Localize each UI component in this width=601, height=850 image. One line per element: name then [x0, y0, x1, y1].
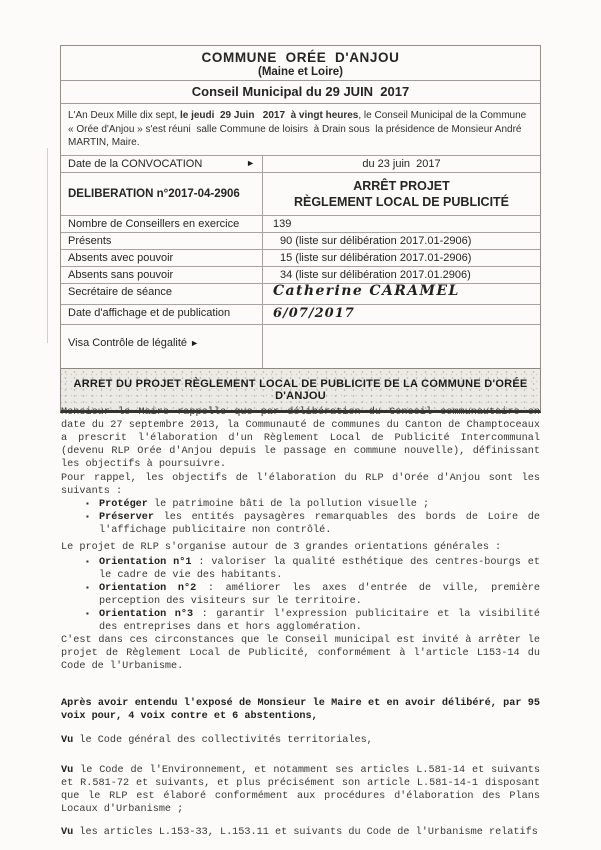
row-value-handwritten [263, 305, 540, 324]
commune-header-row [61, 46, 540, 80]
paragraph-decision-vote: Après avoir entendu l'exposé de Monsieur le Maire et en avoir délibéré, par 95 voix pour, 4 voix contre et 6 abstentions, [61, 698, 540, 722]
table-row-conseillers [61, 215, 540, 232]
list-item-orientation [61, 556, 540, 582]
deliberation-number: DELIBERATION n°2017-04-2906 [61, 173, 263, 215]
row-label: Date d'affichage et de publication [61, 305, 263, 324]
vu-text: le Code de l'Environnement, et notamment ses articles L.581-14 et suivants et R.581-72 et suivants, et plus précisément son article L.581-14-1 disposant que le RLP est élaboré conformément aux procédures d'élaboration des Plans Locaux d'Urbanisme ; [61, 765, 540, 815]
row-label: Nombre de Conseillers en exercice [61, 216, 263, 232]
orientation-text: : valoriser la qualité esthétique des centres-bourgs et le cadre de vie des habitants. [99, 557, 541, 581]
row-value-handwritten [263, 284, 540, 304]
vu-text: le Code général des collectivités territoriales, [73, 735, 373, 746]
session-intro-paragraph [61, 103, 540, 155]
objective-keyword: Préserver [99, 512, 155, 523]
session-title: Conseil Municipal du 29 JUIN 2017 [61, 80, 540, 103]
paragraph-conclusion-invitation: C'est dans ces circonstances que le Conseil municipal est invité à arrêter le projet de Règlement Local de Publicité, conformément à l'article L153-14 du Code de l'Urbanisme. [61, 635, 540, 672]
row-value: 34 (liste sur délibération 2017.01.2906) [280, 268, 471, 281]
convocation-row [61, 155, 540, 172]
objective-text: les entités paysagères remarquables des bords de Loire de l'affichage publicitaire non contrôlé. [99, 512, 540, 536]
commune-title: COMMUNE ORÉE D'ANJOU [201, 50, 400, 65]
objective-text: le patrimoine bâti de la pollution visuelle ; [147, 499, 430, 510]
row-label: Absents sans pouvoir [61, 267, 263, 283]
deliberation-row [61, 172, 540, 215]
paragraph-vu-urbanisme [61, 826, 540, 839]
square-bullet-icon: ▪ [85, 500, 90, 509]
orientation-keyword: Orientation n°3 [99, 609, 194, 620]
convocation-label-cell [61, 156, 263, 172]
departement-subtitle: (Maine et Loire) [258, 66, 343, 78]
table-row-absents-avec-pouvoir [61, 249, 540, 266]
vu-text: les articles L.153-33, L.153.11 et suivants du Code de l'Urbanisme relatifs [73, 827, 538, 838]
list-item-orientation [61, 608, 540, 634]
right-arrow-icon: ► [190, 337, 200, 348]
paragraph-vu-collectivites [61, 734, 540, 747]
list-item-orientation [61, 582, 540, 608]
scan-artifact-line [47, 148, 48, 343]
intro-text-start: L'An Deux Mille dix sept, [68, 110, 180, 121]
list-item-objective [61, 511, 540, 537]
objective-keyword: Protéger [99, 499, 148, 510]
table-row-absents-sans-pouvoir [61, 266, 540, 283]
orientations-list [61, 556, 540, 634]
paragraph-objectifs-intro: Pour rappel, les objectifs de l'élaboration du RLP d'Orée d'Anjou sont les suivants : [61, 473, 540, 497]
orientation-text: : améliorer les axes d'entrée de ville, première perception des visiteurs sur le territoire. [99, 583, 541, 607]
document-body [61, 406, 540, 839]
row-label: Secrétaire de séance [61, 284, 263, 304]
row-value: 90 (liste sur délibération 2017.01-2906) [280, 234, 472, 247]
paragraph-rappel-deliberation: Monsieur le Maire rappelle que par délibération du Conseil communautaire en date du 27 septembre 2013, la Communauté de communes du Canton de Champtoceaux a prescrit l'élaboration d'un Règlement Local de Publicité Intercommunal (devenu RLP Orée d'Anjou depuis le passage en commune nouvelle), définissant les objectifs à poursuivre. [61, 407, 540, 470]
vu-keyword: Vu [61, 827, 74, 838]
table-row-affichage [61, 304, 540, 324]
paragraph-orientations-intro: Le projet de RLP s'organise autour de 3 grandes orientations générales : [61, 542, 502, 553]
row-value: 15 (liste sur délibération 2017.01-2906) [280, 251, 472, 264]
convocation-label: Date de la CONVOCATION [68, 157, 203, 170]
square-bullet-icon: ▪ [85, 513, 90, 522]
orientation-text: : garantir l'expression publicitaire et la visibilité des entreprises dans et hors agglomération. [99, 609, 540, 633]
vu-keyword: Vu [61, 735, 74, 746]
row-value: 139 [273, 217, 292, 230]
list-item-objective [61, 498, 540, 511]
row-label: Présents [61, 233, 263, 249]
orientation-keyword: Orientation n°2 [99, 583, 197, 594]
banner-title: ARRET DU PROJET RÈGLEMENT LOCAL DE PUBLICITE DE LA COMMUNE D'ORÉE D'ANJOU [73, 378, 528, 402]
deliberation-title-line2: RÈGLEMENT LOCAL DE PUBLICITÉ [293, 194, 510, 209]
visa-label: Visa Contrôle de légalité [68, 336, 188, 349]
paragraph-vu-environnement [61, 764, 540, 816]
table-row-secretaire [61, 283, 540, 304]
table-row-presents [61, 232, 540, 249]
intro-text-end: , le Conseil Municipal de la Commune « Orée d'Anjou » s'est réuni salle Commune de loisirs à Drain sous la présidence de Monsieur André MARTIN, Maire. [68, 110, 530, 148]
right-arrow-icon: ► [246, 158, 255, 168]
handwritten-secretary-name: Catherine CARAMEL [273, 282, 460, 299]
handwritten-publication-date: 6/07/2017 [273, 305, 355, 321]
deliberation-title-line1: ARRÊT PROJET [353, 178, 450, 193]
header-info-table [60, 45, 541, 390]
square-bullet-icon: ▪ [85, 610, 90, 619]
deliberation-title-cell [263, 173, 540, 215]
orientation-keyword: Orientation n°1 [99, 557, 192, 568]
square-bullet-icon: ▪ [85, 584, 90, 593]
intro-text-bold-date: le jeudi 29 Juin 2017 à vingt heures [179, 110, 359, 121]
row-label: Absents avec pouvoir [61, 250, 263, 266]
objectives-list [61, 498, 540, 537]
square-bullet-icon: ▪ [85, 558, 90, 567]
vu-keyword: Vu [61, 765, 74, 776]
convocation-value: du 23 juin 2017 [362, 157, 441, 170]
